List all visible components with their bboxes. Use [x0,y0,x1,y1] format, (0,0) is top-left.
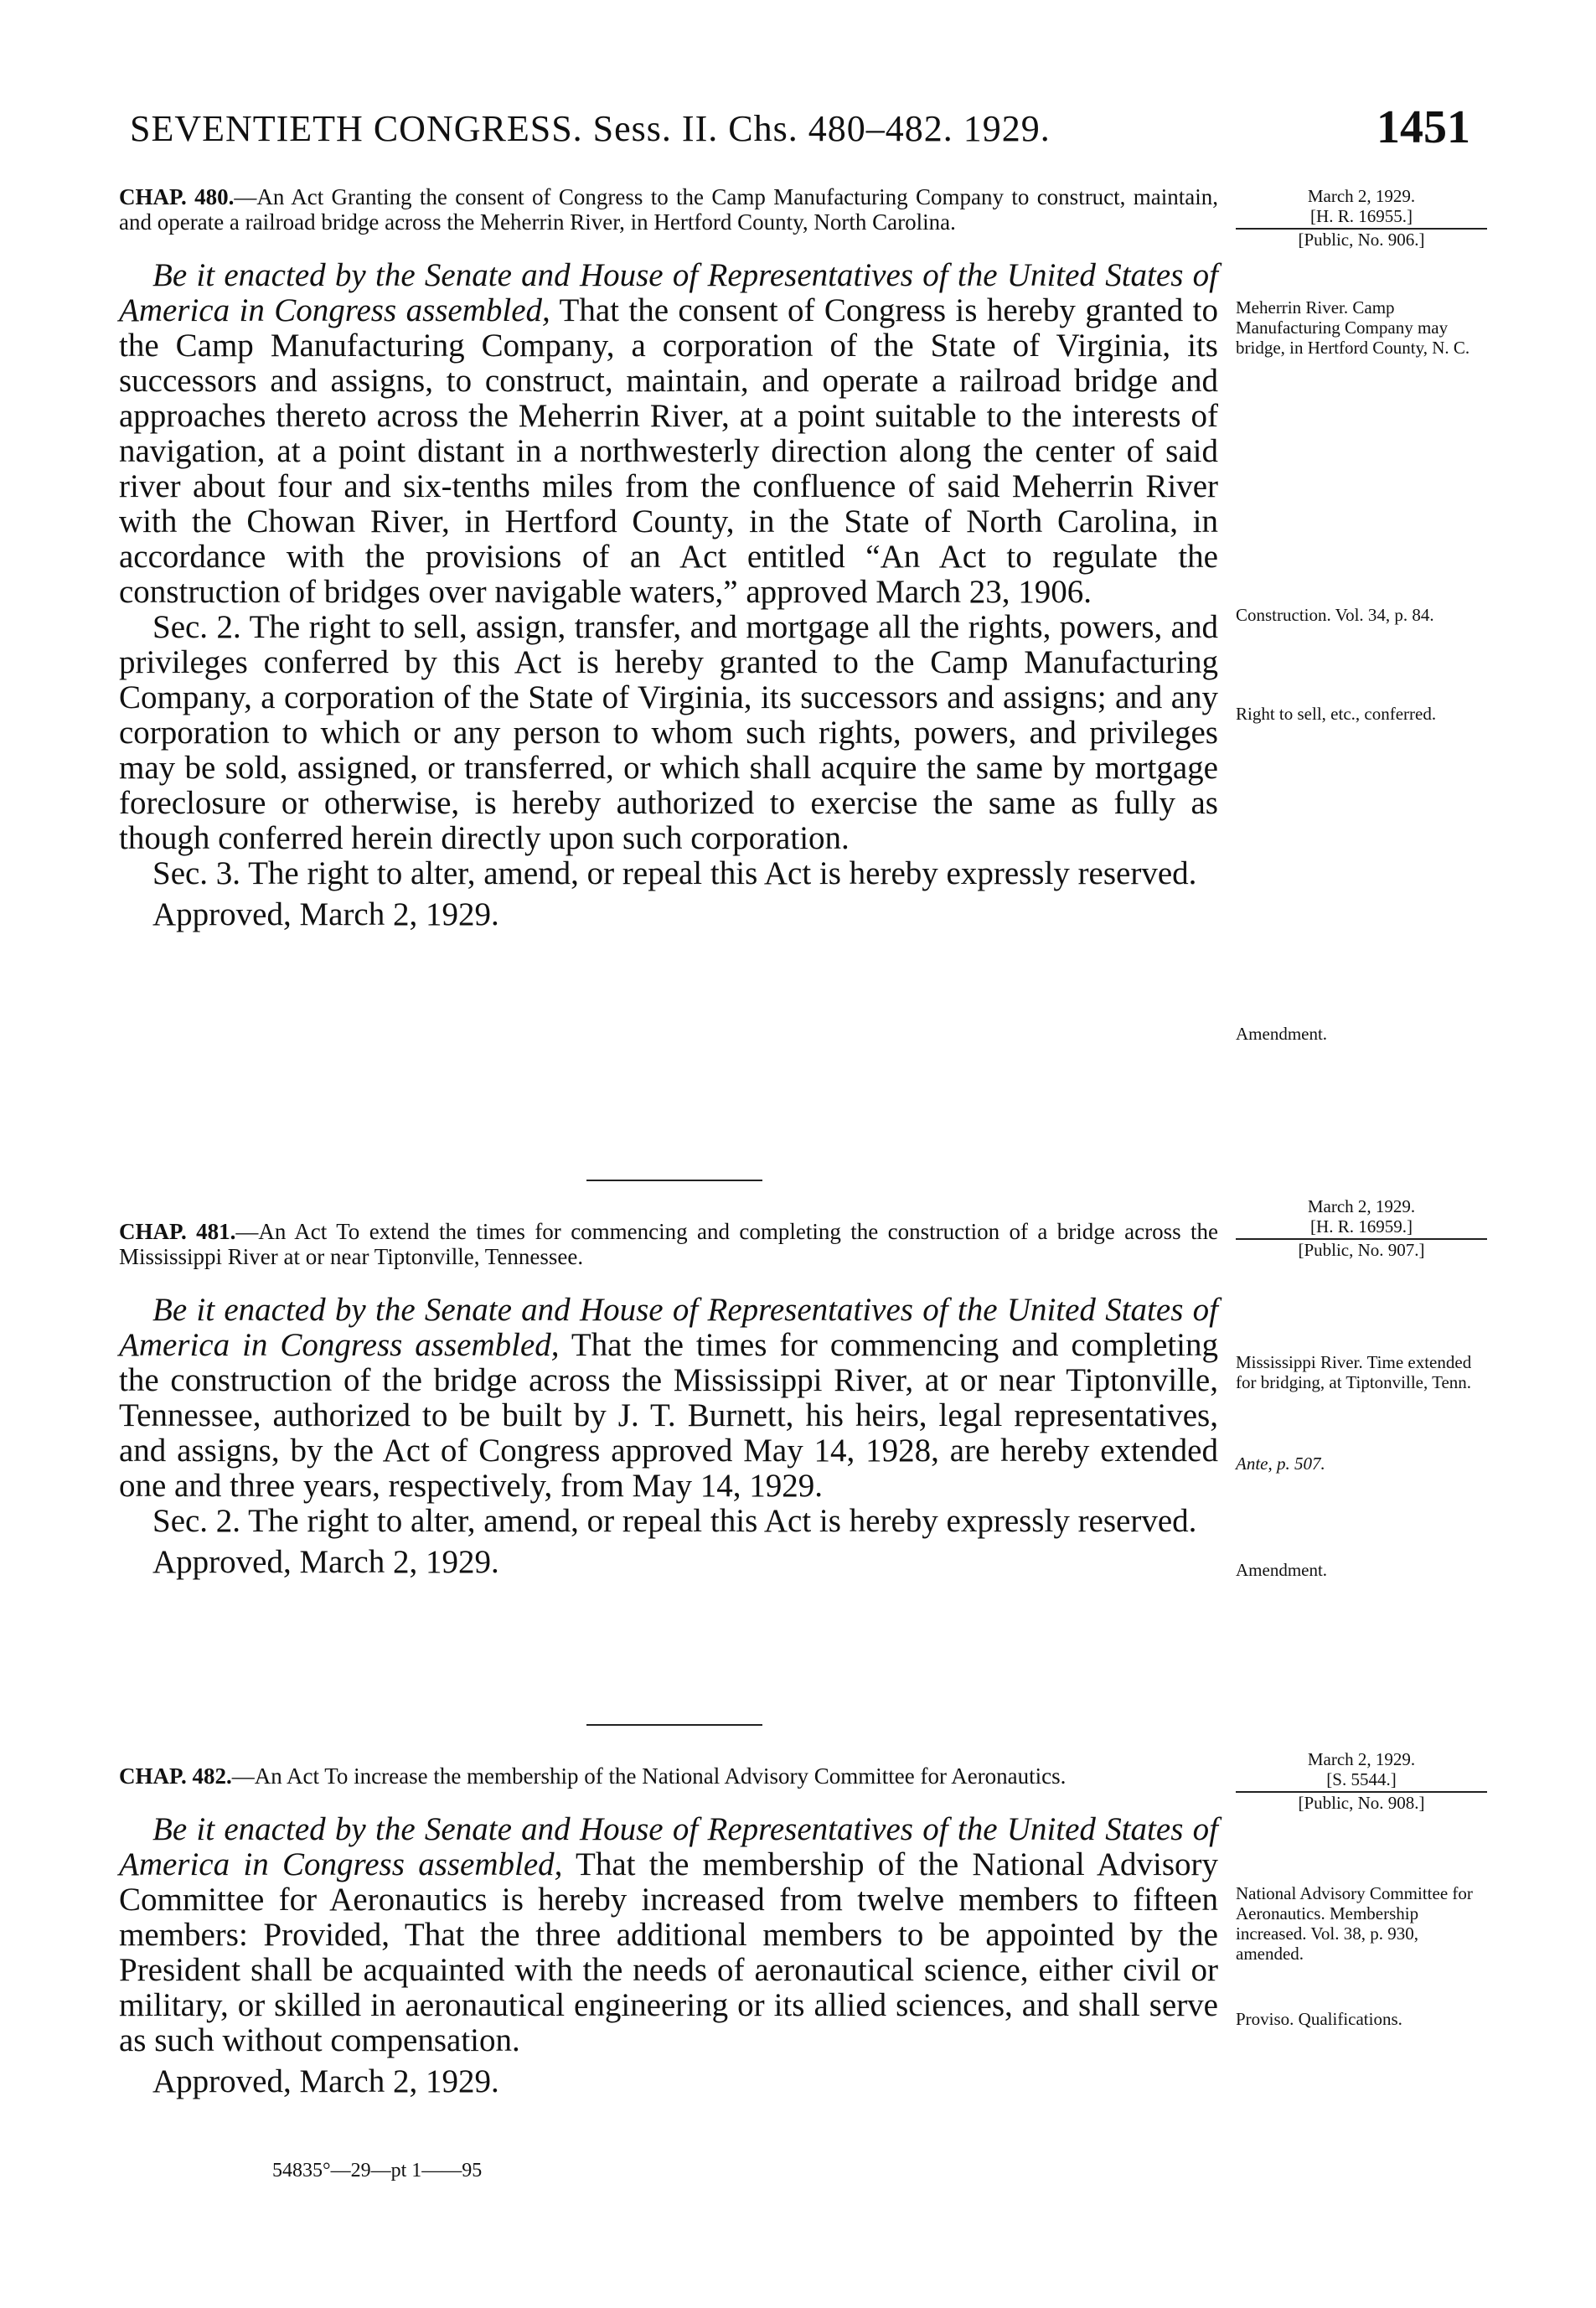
chapter-body [119,258,1218,891]
section-1: Be it enacted by the Senate and House of Representatives of the United States of America in Congress assembled, That the membership of the National Advisory Committee for Aeronautics is hereby increased from twelve members to fifteen members: Provided, That the three additional members to be appointed by the President shall be acquainted with the needs of aeronautical science, either civil or military, or skilled in aeronautical engineering or its allied sciences, and shall serve as such without compensation. [119,1811,1219,2058]
margin-ref-480: March 2, 1929. [H. R. 16955.] [Public, No. 906.] [1236,186,1487,250]
margin-note: Proviso. Qualifications. [1236,2009,1402,2029]
margin-note: Ante, p. 507. [1236,1453,1325,1474]
margin-note: Right to sell, etc., conferred. [1236,704,1437,724]
chapter-heading: CHAP. 480.—An Act Granting the consent of Congress to the Camp Manufacturing Company to construct, maintain, and operate a railroad bridge across the Meherrin River, in Hertford County, North Carolina. [119,184,1218,235]
approved-date: Approved, March 2, 1929. [152,2063,499,2099]
running-head: SEVENTIETH CONGRESS. Sess. II. Chs. 480–482. 1929. [130,108,1051,149]
print-code: 54835°—29—pt 1——95 [272,2160,483,2181]
section-1: Be it enacted by the Senate and House of Representatives of the United States of America in Congress assembled, That the times for commencing and completing the construction of the bridge across the Mississippi River, at or near Tiptonville, Tennessee, authorized to be built by J. T. Burnett, his heirs, legal representatives, and assigns, by the Act of Congress approved May 14, 1928, are hereby extended one and three years, respectively, from May 14, 1929. [119,1292,1218,1504]
section-3: Sec. 3. The right to alter, amend, or repeal this Act is hereby expressly reserved. [152,855,1197,891]
margin-note: National Advisory Committee for Aeronautics. Membership increased. Vol. 38, p. 930, amended. [1236,1883,1473,1964]
margin-note: Mississippi River. Time extended for bridging, at Tiptonville, Tenn. [1236,1352,1472,1392]
chapter-body [119,1293,1218,1539]
margin-note: Construction. Vol. 34, p. 84. [1236,605,1434,625]
chapter-481 [119,1219,1218,1581]
chapter-heading: CHAP. 482.—An Act To increase the membership of the National Advisory Committee for Aeronautics. [119,1763,1067,1789]
section-divider [586,1724,762,1726]
page-number: 1451 [1376,101,1470,153]
margin-note: Amendment. [1236,1560,1328,1580]
margin-ref-481: March 2, 1929. [H. R. 16959.] [Public, No. 907.] [1236,1196,1487,1260]
section-2: Sec. 2. The right to sell, assign, transfer, and mortgage all the rights, powers, and privileges conferred by this Act is hereby granted to the Camp Manufacturing Company, a corporation of the State of Virginia, its successors and assigns; and any corporation to which or any person to whom such rights, powers, and privileges may be sold, assigned, or transferred, or which shall acquire the same by mortgage foreclosure or otherwise, is hereby authorized to exercise the same as fully as though conferred herein directly upon such corporation. [119,609,1218,856]
approved-date: Approved, March 2, 1929. [152,896,499,932]
chapter-482 [119,1763,1218,2100]
page-header [130,101,1470,168]
chapter-body [119,1812,1218,2058]
chapter-heading: CHAP. 481.—An Act To extend the times for commencing and completing the construction of a bridge across the Mississippi River at or near Tiptonville, Tennessee. [119,1219,1218,1269]
approved-date: Approved, March 2, 1929. [152,1544,499,1580]
margin-ref-482: March 2, 1929. [S. 5544.] [Public, No. 908.] [1236,1749,1487,1813]
section-divider [586,1180,762,1181]
section-1: Be it enacted by the Senate and House of Representatives of the United States of America in Congress assembled, That the consent of Congress is hereby granted to the Camp Manufacturing Company, a corporation of the State of Virginia, its successors and assigns, to construct, maintain, and operate a railroad bridge and approaches thereto across the Meherrin River, at a point suitable to the interests of navigation, at a point distant in a northwesterly direction along the center of said river about four and six-tenths miles from the confluence of said Meherrin River with the Chowan River, in Hertford County, in the State of North Carolina, in accordance with the provisions of an Act entitled “An Act to regulate the construction of bridges over navigable waters,” approved March 23, 1906. [119,257,1219,610]
chapter-480 [119,184,1218,933]
margin-note: Amendment. [1236,1024,1328,1044]
margin-note: Meherrin River. Camp Manufacturing Company may bridge, in Hertford County, N. C. [1236,297,1470,358]
section-2: Sec. 2. The right to alter, amend, or repeal this Act is hereby expressly reserved. [152,1503,1197,1539]
